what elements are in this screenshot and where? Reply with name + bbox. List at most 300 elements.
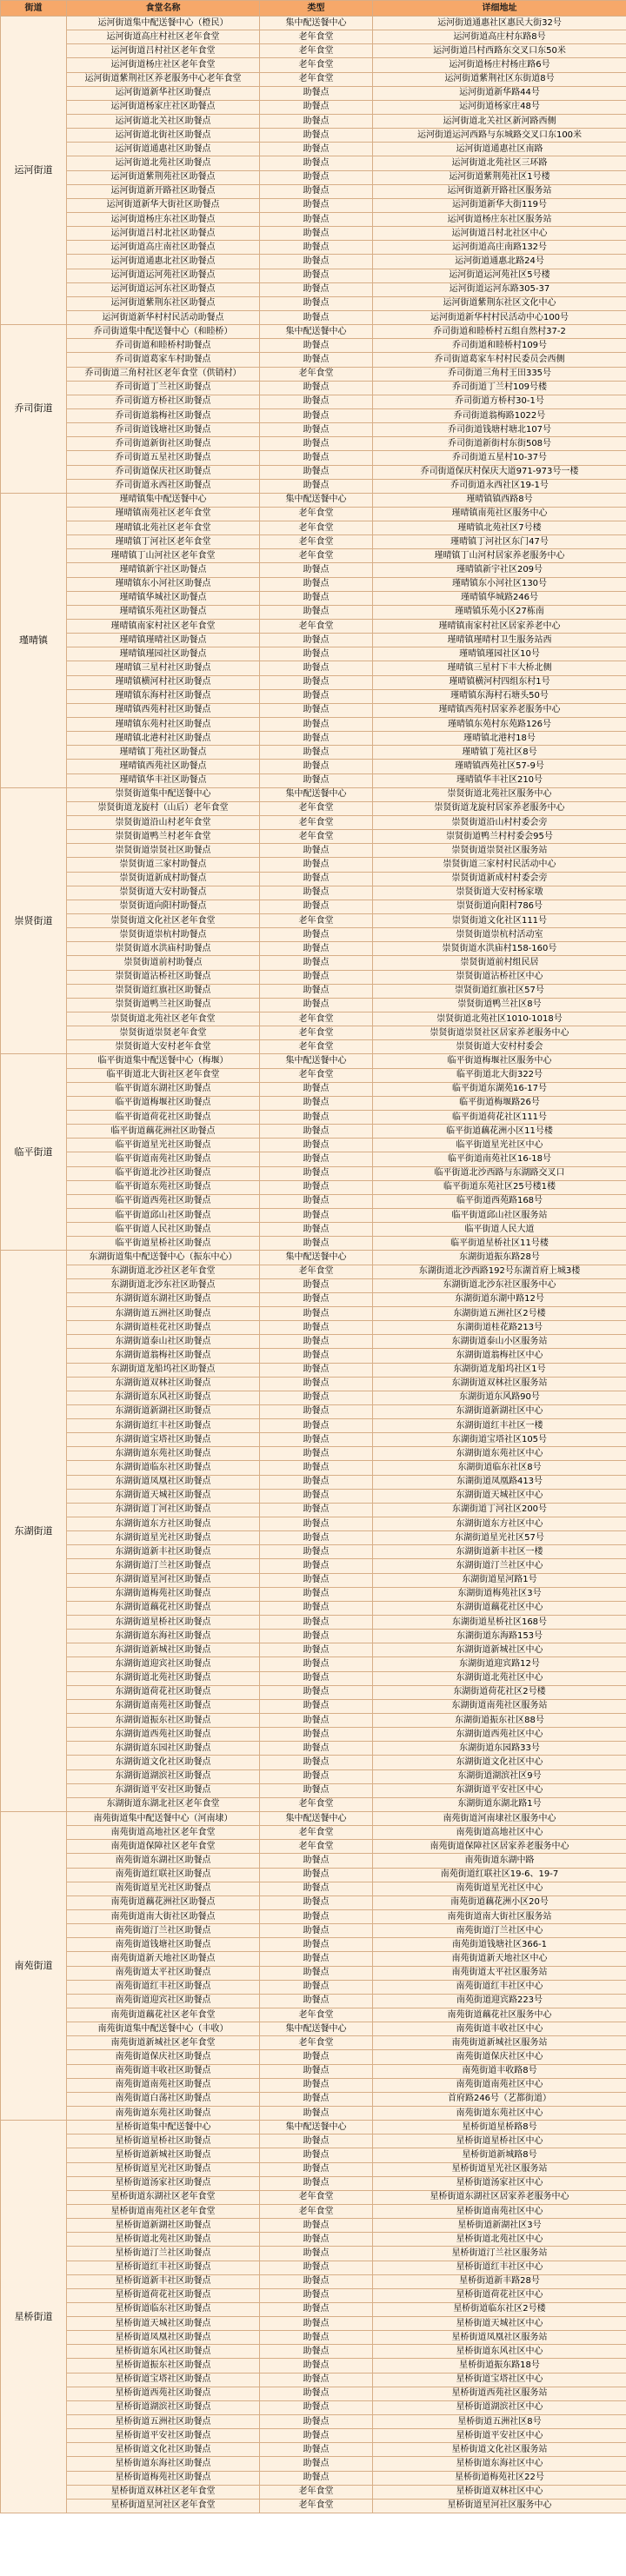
table-row: [1, 773, 626, 787]
type-cell: 助餐点: [260, 2247, 373, 2261]
type-cell: 助餐点: [260, 1882, 373, 1895]
type-cell: 助餐点: [260, 1783, 373, 1797]
table-row: [1, 1517, 626, 1531]
canteen-name-cell: 南苑街道保庆社区助餐点: [67, 2050, 260, 2064]
table-row: [1, 1685, 626, 1699]
table-row: [1, 1139, 626, 1152]
table-row: [1, 2162, 626, 2176]
address-cell: 星桥街道东风社区中心: [373, 2345, 626, 2359]
canteen-name-cell: 南苑街道集中配送餐中心（丰收）: [67, 2022, 260, 2036]
address-cell: 瑾晴镇丁苑社区8号: [373, 746, 626, 760]
table-row: [1, 479, 626, 493]
canteen-name-cell: 东湖街道临东社区助餐点: [67, 1461, 260, 1475]
type-cell: 助餐点: [260, 746, 373, 760]
canteen-name-cell: 瑾晴镇横河村社区助餐点: [67, 675, 260, 689]
canteen-name-cell: 瑾晴镇南家村社区老年食堂: [67, 620, 260, 634]
type-cell: 老年食堂: [260, 367, 373, 381]
type-cell: 助餐点: [260, 2471, 373, 2485]
table-row: [1, 591, 626, 605]
type-cell: 助餐点: [260, 2176, 373, 2190]
address-cell: 瑾晴镇华丰社区210号: [373, 773, 626, 787]
type-cell: 助餐点: [260, 1854, 373, 1868]
type-cell: 助餐点: [260, 1082, 373, 1096]
canteen-name-cell: 东湖街道文化社区助餐点: [67, 1756, 260, 1769]
table-row: [1, 1180, 626, 1194]
canteen-name-cell: 临平街道南苑社区助餐点: [67, 1152, 260, 1166]
header-street: 街道: [1, 1, 67, 17]
table-row: [1, 310, 626, 324]
canteen-name-cell: 南苑街道南苑社区助餐点: [67, 2078, 260, 2092]
type-cell: 助餐点: [260, 2078, 373, 2092]
type-cell: 助餐点: [260, 844, 373, 858]
canteen-name-cell: 南苑街道保障社区老年食堂: [67, 1840, 260, 1854]
address-cell: 临平街道梅堰社区服务中心: [373, 1054, 626, 1068]
address-cell: 瑾晴镇新宇社区209号: [373, 563, 626, 577]
address-cell: 东湖街道北沙东社区服务中心: [373, 1278, 626, 1292]
address-cell: 星桥街道平安社区中心: [373, 2429, 626, 2443]
address-cell: 星桥街道新丰路28号: [373, 2274, 626, 2288]
canteen-name-cell: 东湖街道丁河社区助餐点: [67, 1503, 260, 1517]
type-cell: 助餐点: [260, 2148, 373, 2162]
type-cell: 助餐点: [260, 156, 373, 170]
table-row: [1, 58, 626, 72]
table-row: [1, 1882, 626, 1895]
type-cell: 助餐点: [260, 1335, 373, 1349]
address-cell: 运河街道吕村西路东交叉口东50米: [373, 44, 626, 58]
address-cell: 东湖街道星河路1号: [373, 1573, 626, 1587]
address-cell: 瑾晴镇南家村社区居家养老中心: [373, 620, 626, 634]
address-cell: 瑾晴镇东苑村东苑路126号: [373, 718, 626, 732]
canteen-name-cell: 星桥街道西苑社区助餐点: [67, 2387, 260, 2400]
address-cell: 南苑街道丰收社区中心: [373, 2022, 626, 2036]
table-row: [1, 634, 626, 647]
type-cell: 助餐点: [260, 1447, 373, 1461]
address-cell: 崇贤街道新成村村委会旁: [373, 872, 626, 886]
type-cell: 助餐点: [260, 2457, 373, 2471]
type-cell: 助餐点: [260, 241, 373, 255]
type-cell: 老年食堂: [260, 30, 373, 44]
address-cell: 星桥街道荷花社区中心: [373, 2288, 626, 2302]
canteen-name-cell: 乔司街道和睦桥村助餐点: [67, 339, 260, 353]
address-cell: 崇贤街道红旗社区57号: [373, 984, 626, 998]
address-cell: 东湖街道星光社区57号: [373, 1531, 626, 1545]
table-row: [1, 1742, 626, 1756]
canteen-name-cell: 星桥街道汤家社区助餐点: [67, 2176, 260, 2190]
table-row: [1, 2485, 626, 2499]
type-cell: 助餐点: [260, 1475, 373, 1489]
type-cell: 助餐点: [260, 1742, 373, 1756]
type-cell: 助餐点: [260, 1728, 373, 1742]
table-row: [1, 535, 626, 549]
address-cell: 南苑街道新天地社区中心: [373, 1952, 626, 1966]
address-cell: 临平街道东湖苑16-17号: [373, 1082, 626, 1096]
canteen-name-cell: 运河街道北苑社区助餐点: [67, 156, 260, 170]
type-cell: 助餐点: [260, 1321, 373, 1335]
type-cell: 集中配送餐中心: [260, 1812, 373, 1826]
address-cell: 瑾晴镇北苑社区7号楼: [373, 521, 626, 535]
table-row: [1, 1909, 626, 1923]
address-cell: 东湖街道北苑社区中心: [373, 1671, 626, 1685]
type-cell: 助餐点: [260, 1404, 373, 1418]
type-cell: 老年食堂: [260, 72, 373, 86]
table-row: [1, 703, 626, 717]
table-row: [1, 1335, 626, 1349]
table-row: [1, 2345, 626, 2359]
address-cell: 乔司街道和睦桥村五组自然村37-2: [373, 325, 626, 339]
canteen-name-cell: 临平街道北大街社区老年食堂: [67, 1068, 260, 1082]
canteen-name-cell: 崇贤街道鸭兰村老年食堂: [67, 830, 260, 844]
type-cell: 助餐点: [260, 269, 373, 282]
canteen-name-cell: 临平街道藕花洲社区助餐点: [67, 1125, 260, 1139]
type-cell: 助餐点: [260, 1363, 373, 1377]
canteen-name-cell: 瑾晴镇东小河社区助餐点: [67, 577, 260, 591]
address-cell: 乔司街道丁兰村109号楼: [373, 381, 626, 395]
canteen-name-cell: 星桥街道汀兰社区助餐点: [67, 2247, 260, 2261]
type-cell: 老年食堂: [260, 1040, 373, 1054]
canteen-name-cell: 星桥街道新丰社区助餐点: [67, 2274, 260, 2288]
type-cell: 助餐点: [260, 1278, 373, 1292]
address-cell: 星桥街道汀兰社区服务站: [373, 2247, 626, 2261]
table-row: [1, 2317, 626, 2331]
type-cell: 助餐点: [260, 1419, 373, 1433]
address-cell: 星桥街道星桥社区中心: [373, 2134, 626, 2148]
type-cell: 助餐点: [260, 1208, 373, 1222]
street-cell: 瑾晴镇: [1, 493, 67, 787]
canteen-name-cell: 运河街道运河苑社区助餐点: [67, 269, 260, 282]
address-cell: 崇贤街道文化社区111号: [373, 914, 626, 928]
table-body: [1, 17, 626, 2513]
address-cell: 南苑街道红丰社区中心: [373, 1980, 626, 1994]
table-row: [1, 1194, 626, 1208]
type-cell: 助餐点: [260, 1433, 373, 1447]
type-cell: 助餐点: [260, 2162, 373, 2176]
type-cell: 助餐点: [260, 100, 373, 114]
address-cell: 崇贤街道大安村村委会: [373, 1040, 626, 1054]
type-cell: 老年食堂: [260, 1068, 373, 1082]
type-cell: 助餐点: [260, 255, 373, 269]
canteen-name-cell: 运河街道北街社区助餐点: [67, 129, 260, 143]
type-cell: 集中配送餐中心: [260, 493, 373, 507]
canteen-name-cell: 崇贤街道龙旋村（山后）老年食堂: [67, 801, 260, 815]
type-cell: 助餐点: [260, 1868, 373, 1882]
table-row: [1, 2050, 626, 2064]
address-cell: 崇贤街道沾桥社区中心: [373, 970, 626, 984]
address-cell: 星桥街道凤凰社区服务站: [373, 2331, 626, 2345]
table-row: [1, 2092, 626, 2106]
address-cell: 瑾晴镇东小河社区130号: [373, 577, 626, 591]
table-row: [1, 928, 626, 942]
canteen-name-cell: 南苑街道南大街社区助餐点: [67, 1909, 260, 1923]
canteen-name-cell: 崇贤街道前村助餐点: [67, 956, 260, 970]
table-row: [1, 408, 626, 422]
address-cell: 运河街道紫荆社区东街道8号: [373, 72, 626, 86]
canteen-name-cell: 运河街道杨庄东社区助餐点: [67, 212, 260, 226]
canteen-name-cell: 东湖街道天城社区助餐点: [67, 1489, 260, 1503]
canteen-name-cell: 崇贤街道大安村助餐点: [67, 886, 260, 900]
address-cell: 东湖街道新湖社区中心: [373, 1404, 626, 1418]
canteen-name-cell: 东湖街道湖滨社区助餐点: [67, 1769, 260, 1783]
type-cell: 助餐点: [260, 381, 373, 395]
type-cell: 助餐点: [260, 2373, 373, 2387]
address-cell: 瑾晴镇丁山河村居家养老服务中心: [373, 549, 626, 563]
address-cell: 瑾晴镇瑾晴村卫生服务站西: [373, 634, 626, 647]
table-row: [1, 900, 626, 913]
address-cell: 东湖街道北沙西路192号东湖首府上城3楼: [373, 1265, 626, 1278]
canteen-name-cell: 东湖街道东风社区助餐点: [67, 1391, 260, 1404]
address-cell: 东湖街道梅苑社区3号: [373, 1587, 626, 1601]
canteen-name-cell: 崇贤街道崇贤老年食堂: [67, 1026, 260, 1040]
canteen-name-cell: 崇贤街道新成村助餐点: [67, 872, 260, 886]
address-cell: 崇贤街道向阳村786号: [373, 900, 626, 913]
address-cell: 星桥街道北苑社区中心: [373, 2233, 626, 2247]
type-cell: 助餐点: [260, 689, 373, 703]
canteen-name-cell: 临平街道西苑社区助餐点: [67, 1194, 260, 1208]
canteen-name-cell: 星桥街道湖滨社区助餐点: [67, 2400, 260, 2414]
address-cell: 运河街道通惠社区南路: [373, 143, 626, 156]
table-row: [1, 1377, 626, 1391]
canteen-name-cell: 乔司街道保庆社区助餐点: [67, 465, 260, 479]
table-row: [1, 1840, 626, 1854]
canteen-name-cell: 运河街道高庄村社区老年食堂: [67, 30, 260, 44]
table-row: [1, 1054, 626, 1068]
table-row: [1, 1391, 626, 1404]
address-cell: 星桥街道双林社区中心: [373, 2485, 626, 2499]
address-cell: 崇贤街道北苑社区服务中心: [373, 787, 626, 801]
address-cell: 运河街道杨庄东社区服务站: [373, 212, 626, 226]
address-cell: 瑾晴镇三星村下丰大桥北侧: [373, 661, 626, 675]
type-cell: 老年食堂: [260, 521, 373, 535]
type-cell: 助餐点: [260, 1756, 373, 1769]
address-cell: 南苑街道汀兰社区中心: [373, 1924, 626, 1938]
table-row: [1, 2302, 626, 2316]
type-cell: 助餐点: [260, 1994, 373, 2008]
type-cell: 老年食堂: [260, 2008, 373, 2022]
address-cell: 星桥街道湖滨社区中心: [373, 2400, 626, 2414]
table-row: [1, 549, 626, 563]
canteen-name-cell: 星桥街道新湖社区助餐点: [67, 2219, 260, 2233]
type-cell: 助餐点: [260, 1489, 373, 1503]
address-cell: 临平街道荷花社区111号: [373, 1110, 626, 1124]
type-cell: 老年食堂: [260, 58, 373, 72]
canteen-name-cell: 乔司街道翁梅社区助餐点: [67, 408, 260, 422]
table-row: [1, 2471, 626, 2485]
address-cell: 临平街道东苑社区25号楼1楼: [373, 1180, 626, 1194]
type-cell: 助餐点: [260, 984, 373, 998]
type-cell: 助餐点: [260, 1924, 373, 1938]
canteen-name-cell: 东湖街道红丰社区助餐点: [67, 1419, 260, 1433]
address-cell: 东湖街道东湖北路1号: [373, 1797, 626, 1811]
table-row: [1, 1026, 626, 1040]
canteen-name-cell: 临平街道北沙社区助餐点: [67, 1166, 260, 1180]
table-row: [1, 1125, 626, 1139]
table-row: [1, 395, 626, 408]
canteen-name-cell: 东湖街道新城社区助餐点: [67, 1643, 260, 1657]
type-cell: 助餐点: [260, 1587, 373, 1601]
type-cell: 助餐点: [260, 2092, 373, 2106]
canteen-name-cell: 星桥街道振东社区助餐点: [67, 2359, 260, 2373]
table-row: [1, 2190, 626, 2204]
type-cell: 助餐点: [260, 647, 373, 661]
canteen-name-cell: 南苑街道丰收社区助餐点: [67, 2064, 260, 2078]
canteen-name-cell: 瑾晴镇乐苑社区助餐点: [67, 605, 260, 619]
address-cell: 瑾晴镇西苑社区57-9号: [373, 760, 626, 773]
street-cell: 东湖街道: [1, 1251, 67, 1812]
type-cell: 助餐点: [260, 858, 373, 872]
type-cell: 助餐点: [260, 1306, 373, 1320]
canteen-name-cell: 东湖街道西苑社区助餐点: [67, 1728, 260, 1742]
canteen-name-cell: 星桥街道东风社区助餐点: [67, 2345, 260, 2359]
type-cell: 助餐点: [260, 1349, 373, 1363]
type-cell: 助餐点: [260, 703, 373, 717]
type-cell: 助餐点: [260, 591, 373, 605]
address-cell: 星桥街道汤家社区中心: [373, 2176, 626, 2190]
address-cell: 崇贤街道龙旋村居家养老服务中心: [373, 801, 626, 815]
type-cell: 助餐点: [260, 2261, 373, 2274]
table-row: [1, 1152, 626, 1166]
type-cell: 助餐点: [260, 2302, 373, 2316]
table-row: [1, 269, 626, 282]
canteen-name-cell: 崇贤街道北苑社区老年食堂: [67, 1012, 260, 1026]
table-row: [1, 1419, 626, 1433]
type-cell: 助餐点: [260, 2233, 373, 2247]
table-row: [1, 1769, 626, 1783]
table-row: [1, 437, 626, 451]
type-cell: 老年食堂: [260, 507, 373, 521]
table-row: [1, 1251, 626, 1265]
table-row: [1, 2148, 626, 2162]
type-cell: 助餐点: [260, 886, 373, 900]
canteen-name-cell: 星桥街道宝塔社区助餐点: [67, 2373, 260, 2387]
table-row: [1, 1587, 626, 1601]
address-cell: 瑾晴镇北港村18号: [373, 732, 626, 746]
address-cell: 瑾晴镇南苑社区服务中心: [373, 507, 626, 521]
address-cell: 星桥街道宝塔社区中心: [373, 2373, 626, 2387]
table-row: [1, 760, 626, 773]
canteen-name-cell: 临平街道集中配送餐中心（梅堰）: [67, 1054, 260, 1068]
table-row: [1, 1601, 626, 1615]
address-cell: 瑾晴镇横河村四组东村1号: [373, 675, 626, 689]
address-cell: 崇贤街道崇贤社区居家养老服务中心: [373, 1026, 626, 1040]
table-row: [1, 1714, 626, 1728]
table-row: [1, 86, 626, 100]
table-row: [1, 1630, 626, 1643]
address-cell: 瑾晴镇镇西路8号: [373, 493, 626, 507]
table-row: [1, 998, 626, 1012]
type-cell: 助餐点: [260, 2050, 373, 2064]
canteen-name-cell: 临平街道东湖社区助餐点: [67, 1082, 260, 1096]
table-row: [1, 1306, 626, 1320]
address-cell: 东湖街道五洲社区2号楼: [373, 1306, 626, 1320]
address-cell: 运河街道高庄南路132号: [373, 241, 626, 255]
type-cell: 助餐点: [260, 2429, 373, 2443]
table-row: [1, 1728, 626, 1742]
address-cell: 南苑街道藕花社区服务中心: [373, 2008, 626, 2022]
street-cell: 运河街道: [1, 17, 67, 325]
canteen-name-cell: 星桥街道红丰社区助餐点: [67, 2261, 260, 2274]
header-type: 类型: [260, 1, 373, 17]
address-cell: 崇贤街道前村组民居: [373, 956, 626, 970]
type-cell: 助餐点: [260, 1194, 373, 1208]
type-cell: 助餐点: [260, 408, 373, 422]
table-row: [1, 1980, 626, 1994]
address-cell: 东湖街道临东社区8号: [373, 1461, 626, 1475]
address-cell: 南苑街道高地社区中心: [373, 1826, 626, 1840]
header-row: [1, 1, 626, 17]
address-cell: 南苑街道丰收路8号: [373, 2064, 626, 2078]
header-address: 详细地址: [373, 1, 626, 17]
type-cell: 助餐点: [260, 773, 373, 787]
type-cell: 老年食堂: [260, 2204, 373, 2218]
table-row: [1, 507, 626, 521]
table-row: [1, 984, 626, 998]
type-cell: 老年食堂: [260, 2190, 373, 2204]
table-row: [1, 577, 626, 591]
canteen-name-cell: 星桥街道梅苑社区助餐点: [67, 2471, 260, 2485]
canteen-name-cell: 东湖街道东园社区助餐点: [67, 1742, 260, 1756]
table-row: [1, 423, 626, 437]
canteen-name-cell: 运河街道吕村社区老年食堂: [67, 44, 260, 58]
type-cell: 助餐点: [260, 1938, 373, 1952]
address-cell: 瑾晴镇瑾园社区10号: [373, 647, 626, 661]
address-cell: 南苑街道迎宾路223号: [373, 1994, 626, 2008]
address-cell: 崇贤街道水洪庙村158-160号: [373, 942, 626, 956]
canteen-name-cell: 星桥街道北苑社区助餐点: [67, 2233, 260, 2247]
type-cell: 助餐点: [260, 1391, 373, 1404]
canteen-name-cell: 南苑街道白荡社区助餐点: [67, 2092, 260, 2106]
table-row: [1, 1040, 626, 1054]
address-cell: 崇贤街道崇杭村活动室: [373, 928, 626, 942]
type-cell: 助餐点: [260, 1643, 373, 1657]
address-cell: 东湖街道东风路90号: [373, 1391, 626, 1404]
type-cell: 助餐点: [260, 2400, 373, 2414]
type-cell: 助餐点: [260, 1545, 373, 1559]
address-cell: 临平街道梅堰路26号: [373, 1096, 626, 1110]
canteen-name-cell: 星桥街道平安社区助餐点: [67, 2429, 260, 2443]
canteen-name-cell: 瑾晴镇北苑社区老年食堂: [67, 521, 260, 535]
canteen-name-cell: 瑾晴镇三星村社区助餐点: [67, 661, 260, 675]
canteen-name-cell: 东湖街道南苑社区助餐点: [67, 1699, 260, 1713]
type-cell: 助餐点: [260, 1531, 373, 1545]
address-cell: 南苑街道保障社区居家养老服务中心: [373, 1840, 626, 1854]
table-row: [1, 801, 626, 815]
address-cell: 南苑街道藕花洲小区20号: [373, 1895, 626, 1909]
canteen-name-cell: 瑾晴镇新宇社区助餐点: [67, 563, 260, 577]
canteen-name-cell: 南苑街道藕花洲社区助餐点: [67, 1895, 260, 1909]
address-cell: 东湖街道龙船坞社区1号: [373, 1363, 626, 1377]
type-cell: 助餐点: [260, 2106, 373, 2120]
table-row: [1, 296, 626, 310]
canteen-name-cell: 东湖街道东湖社区助餐点: [67, 1292, 260, 1306]
table-row: [1, 44, 626, 58]
canteen-name-cell: 运河街道吕村北社区助餐点: [67, 227, 260, 241]
canteen-name-cell: 运河街道紫荆苑社区助餐点: [67, 170, 260, 184]
address-cell: 崇贤街道三家村村民活动中心: [373, 858, 626, 872]
canteen-name-cell: 临平街道梅堰社区助餐点: [67, 1096, 260, 1110]
address-cell: 东湖街道湖滨社区9号: [373, 1769, 626, 1783]
table-row: [1, 605, 626, 619]
canteen-name-cell: 星桥街道东海社区助餐点: [67, 2457, 260, 2471]
type-cell: 助餐点: [260, 212, 373, 226]
canteen-name-cell: 运河街道新华大街社区助餐点: [67, 198, 260, 212]
address-cell: 星桥街道五洲社区8号: [373, 2415, 626, 2429]
canteen-name-cell: 东湖街道桂花社区助餐点: [67, 1321, 260, 1335]
type-cell: 老年食堂: [260, 535, 373, 549]
type-cell: 助餐点: [260, 1952, 373, 1966]
address-cell: 乔司街道永西社区19-1号: [373, 479, 626, 493]
type-cell: 助餐点: [260, 227, 373, 241]
table-row: [1, 675, 626, 689]
table-row: [1, 282, 626, 296]
